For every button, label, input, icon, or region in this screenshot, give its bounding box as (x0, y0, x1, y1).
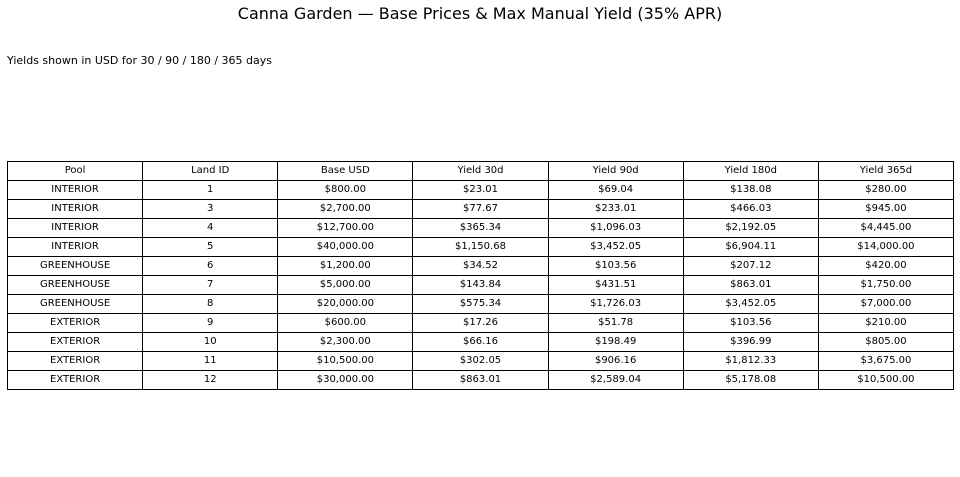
table-cell: $4,445.00 (818, 219, 953, 238)
table-cell: $431.51 (548, 276, 683, 295)
table-cell: $1,096.03 (548, 219, 683, 238)
table-cell: $7,000.00 (818, 295, 953, 314)
table-row (8, 219, 954, 238)
table-cell: $600.00 (278, 314, 413, 333)
table-cell: $103.56 (683, 314, 818, 333)
column-header: Yield 365d (818, 162, 953, 181)
table-cell: $1,750.00 (818, 276, 953, 295)
table-cell: $3,675.00 (818, 352, 953, 371)
table-cell: $945.00 (818, 200, 953, 219)
table-row (8, 238, 954, 257)
table-cell: $51.78 (548, 314, 683, 333)
table-cell: $77.67 (413, 200, 548, 219)
table-cell: $23.01 (413, 181, 548, 200)
chart-title: Canna Garden — Base Prices & Max Manual Yield (35% APR) (237, 4, 723, 23)
table-cell: $805.00 (818, 333, 953, 352)
header-row (8, 162, 954, 181)
table-cell: EXTERIOR (8, 314, 143, 333)
table-cell: 9 (143, 314, 278, 333)
table-row (8, 276, 954, 295)
table-cell: $2,300.00 (278, 333, 413, 352)
column-header: Base USD (278, 162, 413, 181)
table-cell: 3 (143, 200, 278, 219)
table-cell: $69.04 (548, 181, 683, 200)
table-cell: $1,150.68 (413, 238, 548, 257)
table-cell: $800.00 (278, 181, 413, 200)
table-cell: $1,812.33 (683, 352, 818, 371)
table-cell: EXTERIOR (8, 352, 143, 371)
table-cell: $66.16 (413, 333, 548, 352)
table-cell: EXTERIOR (8, 371, 143, 390)
table-row (8, 314, 954, 333)
table-row (8, 295, 954, 314)
table-cell: $14,000.00 (818, 238, 953, 257)
table-cell: $10,500.00 (278, 352, 413, 371)
table-cell: GREENHOUSE (8, 276, 143, 295)
table-cell: $233.01 (548, 200, 683, 219)
table-body (8, 181, 954, 390)
table-cell: $20,000.00 (278, 295, 413, 314)
table-cell: $143.84 (413, 276, 548, 295)
table-cell: INTERIOR (8, 238, 143, 257)
table-cell: 10 (143, 333, 278, 352)
table-cell: INTERIOR (8, 219, 143, 238)
table-row (8, 181, 954, 200)
table-cell: $396.99 (683, 333, 818, 352)
table-cell: 6 (143, 257, 278, 276)
table-cell: 1 (143, 181, 278, 200)
table-cell: $863.01 (413, 371, 548, 390)
table-cell: $10,500.00 (818, 371, 953, 390)
table-row (8, 352, 954, 371)
table-cell: $466.03 (683, 200, 818, 219)
table-cell: $1,200.00 (278, 257, 413, 276)
table-row (8, 257, 954, 276)
table-cell: $30,000.00 (278, 371, 413, 390)
column-header: Land ID (143, 162, 278, 181)
table-cell: $34.52 (413, 257, 548, 276)
table-cell: $280.00 (818, 181, 953, 200)
table-row (8, 333, 954, 352)
table-cell: $210.00 (818, 314, 953, 333)
table-cell: $40,000.00 (278, 238, 413, 257)
table-cell: 8 (143, 295, 278, 314)
table-cell: EXTERIOR (8, 333, 143, 352)
column-header: Pool (8, 162, 143, 181)
chart-subtitle: Yields shown in USD for 30 / 90 / 180 / 365 days (7, 54, 273, 67)
table-cell: $103.56 (548, 257, 683, 276)
table-cell: 4 (143, 219, 278, 238)
table-cell: $575.34 (413, 295, 548, 314)
table-cell: $2,192.05 (683, 219, 818, 238)
table-cell: 11 (143, 352, 278, 371)
table-cell: $198.49 (548, 333, 683, 352)
table-cell: $207.12 (683, 257, 818, 276)
yield-table (7, 161, 954, 390)
column-header: Yield 90d (548, 162, 683, 181)
table-cell: $420.00 (818, 257, 953, 276)
table-cell: $5,178.08 (683, 371, 818, 390)
table-row (8, 371, 954, 390)
table-header (8, 162, 954, 181)
table-cell: $302.05 (413, 352, 548, 371)
table-cell: $3,452.05 (683, 295, 818, 314)
table-cell: $906.16 (548, 352, 683, 371)
table-cell: $3,452.05 (548, 238, 683, 257)
table-cell: $12,700.00 (278, 219, 413, 238)
table-cell: $2,700.00 (278, 200, 413, 219)
table-cell: $5,000.00 (278, 276, 413, 295)
table-cell: GREENHOUSE (8, 295, 143, 314)
table-cell: 12 (143, 371, 278, 390)
column-header: Yield 180d (683, 162, 818, 181)
table-cell: $6,904.11 (683, 238, 818, 257)
table-cell: INTERIOR (8, 200, 143, 219)
table-cell: 7 (143, 276, 278, 295)
table-cell: 5 (143, 238, 278, 257)
table-cell: $863.01 (683, 276, 818, 295)
table-cell: GREENHOUSE (8, 257, 143, 276)
table-cell: $2,589.04 (548, 371, 683, 390)
table-cell: $365.34 (413, 219, 548, 238)
table-row (8, 200, 954, 219)
table-cell: INTERIOR (8, 181, 143, 200)
table-cell: $138.08 (683, 181, 818, 200)
table-cell: $1,726.03 (548, 295, 683, 314)
table-cell: $17.26 (413, 314, 548, 333)
column-header: Yield 30d (413, 162, 548, 181)
